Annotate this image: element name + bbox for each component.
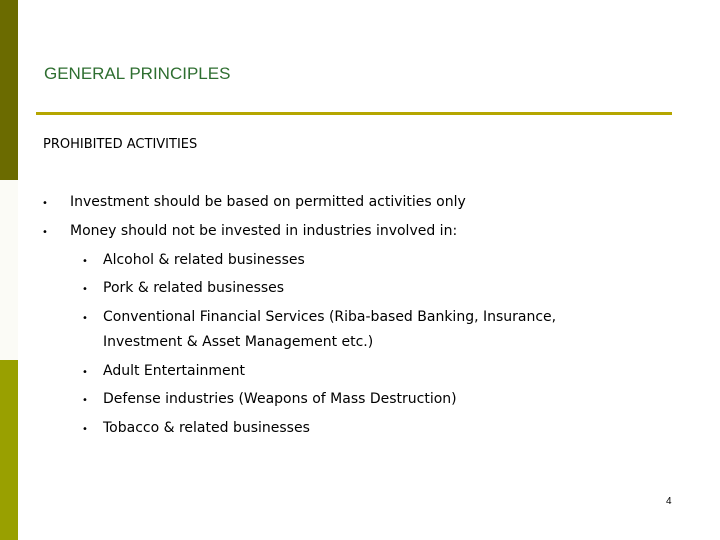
bullet-icon: • — [82, 284, 88, 295]
title-divider — [36, 112, 672, 115]
sub-bullet-item: Tobacco & related businesses — [103, 420, 310, 436]
sub-bullet-item: Conventional Financial Services (Riba-based Banking, Insurance, — [103, 309, 557, 325]
sub-bullet-item: Alcohol & related businesses — [103, 252, 305, 268]
bullet-icon: • — [82, 256, 88, 267]
sidebar-accent-top — [0, 0, 18, 180]
sidebar-accent-bottom — [0, 360, 18, 540]
bullet-item: Investment should be based on permitted activities only — [70, 194, 466, 210]
sub-bullet-continuation: Investment & Asset Management etc.) — [103, 334, 374, 350]
bullet-icon: • — [42, 198, 48, 209]
sidebar-accent-middle — [0, 180, 18, 360]
bullet-icon: • — [82, 424, 88, 435]
sub-bullet-item: Pork & related businesses — [103, 280, 285, 296]
bullet-item: Money should not be invested in industries involved in: — [70, 223, 458, 239]
slide-title: GENERAL PRINCIPLES — [44, 64, 231, 83]
section-subheading: PROHIBITED ACTIVITIES — [43, 137, 198, 152]
bullet-icon: • — [82, 395, 88, 406]
bullet-icon: • — [42, 227, 48, 238]
sub-bullet-item: Adult Entertainment — [103, 363, 245, 379]
page-number: 4 — [666, 496, 672, 507]
bullet-icon: • — [82, 367, 88, 378]
bullet-icon: • — [82, 313, 88, 324]
sub-bullet-item: Defense industries (Weapons of Mass Destruction) — [103, 391, 457, 407]
